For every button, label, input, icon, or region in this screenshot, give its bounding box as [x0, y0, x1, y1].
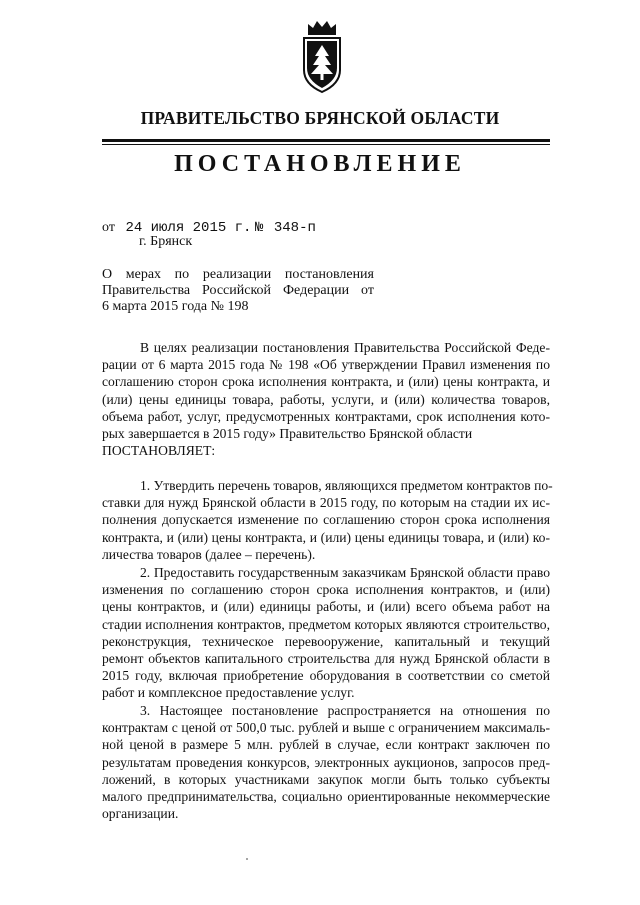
text-line: контракта, и (или) цены контракта, и (или) цены единицы товара, и (или) ко-	[102, 529, 550, 545]
subject-line: О мерах по реализации постановления	[102, 267, 374, 282]
text-line: ставки для нужд Брянской области в 2015 году, по которым на стадии их ис-	[102, 495, 550, 511]
item-3-paragraph	[102, 702, 550, 822]
document-date: 24 июля 2015 г.	[125, 220, 252, 236]
text-line: 2. Предоставить государственным заказчикам Брянской области право	[140, 565, 550, 580]
text-line: ложений, в которых участниками закупок могли быть только субъекты	[102, 771, 550, 787]
text-line: ремонт объектов капитального строительства для нужд Брянской области в	[102, 651, 550, 667]
text-line: 3. Настоящее постановление распространяется на отношения по	[140, 703, 550, 718]
header-rule-thick	[102, 139, 550, 142]
item-2-paragraph	[102, 564, 550, 702]
bryansk-coat-of-arms-icon	[300, 18, 344, 96]
text-line: организации.	[102, 806, 179, 822]
text-line: реконструкция, техническое перевооружение, капитальный и текущий	[102, 633, 550, 649]
text-line: контрактам с ценой от 500,0 тыс. рублей и выше с ограничением максималь-	[102, 720, 550, 736]
date-number-line	[102, 220, 316, 236]
document-type: ПОСТАНОВЛЕНИЕ	[174, 151, 466, 177]
text-line: полнения допускается изменение по соглашению сторон срока исполнения	[102, 512, 550, 528]
text-line: малого предпринимательства, социально ориентированные некоммерческие	[102, 789, 550, 805]
text-line: В целях реализации постановления Правительства Российской Феде-	[140, 340, 550, 355]
subject-line: 6 марта 2015 года № 198	[102, 299, 249, 314]
text-line: 1. Утвердить перечень товаров, являющихся предметом контрактов по-	[140, 478, 553, 493]
text-line: объема работ, услуг, предусмотренных контрактами, срок исполнения кото-	[102, 408, 550, 424]
header-rule-thin	[102, 144, 550, 145]
text-line: 2015 году, включая приобретение оборудования в соответствии со сметой	[102, 668, 550, 684]
text-line: работ и комплексное предоставление услуг.	[102, 685, 355, 701]
text-line: стадии исполнения контрактов, предметом которых являются строительство,	[102, 616, 550, 632]
item-1-paragraph	[102, 477, 553, 563]
text-line: личества товаров (далее – перечень).	[102, 546, 316, 562]
text-line: результатам проведения конкурсов, электронных аукционов, запросов пред-	[102, 754, 550, 770]
government-title: ПРАВИТЕЛЬСТВО БРЯНСКОЙ ОБЛАСТИ	[140, 108, 500, 128]
text-line: рых завершается в 2015 году» Правительство Брянской области	[102, 426, 473, 442]
subject-line: Правительства Российской Федерации от	[102, 283, 374, 298]
from-label: от	[102, 220, 115, 235]
document-subject	[102, 267, 374, 315]
city: г. Брянск	[139, 234, 193, 249]
text-line: соглашению сторон срока исполнения контракта, и (или) цены контракта, и	[102, 374, 550, 390]
text-line: изменения по соглашению сторон срока исполнения контрактов, и (или)	[102, 582, 550, 598]
text-line: (или) цены единицы товара, работы, услуги, и (или) количества товаров,	[102, 391, 550, 407]
document-number: 348-п	[273, 220, 316, 236]
number-label: №	[254, 220, 264, 236]
preamble-paragraph	[102, 339, 550, 459]
text-line: рации от 6 марта 2015 года № 198 «Об утверждении Правил изменения по	[102, 357, 550, 373]
text-line: цены контрактов, и (или) единицы работы, и (или) всего объема работ на	[102, 599, 550, 615]
text-line: ной ценой в размере 5 млн. рублей в случае, если контракт заключен по	[102, 737, 550, 753]
resolves-heading: ПОСТАНОВЛЯЕТ:	[102, 443, 216, 459]
scan-speck	[246, 858, 248, 860]
